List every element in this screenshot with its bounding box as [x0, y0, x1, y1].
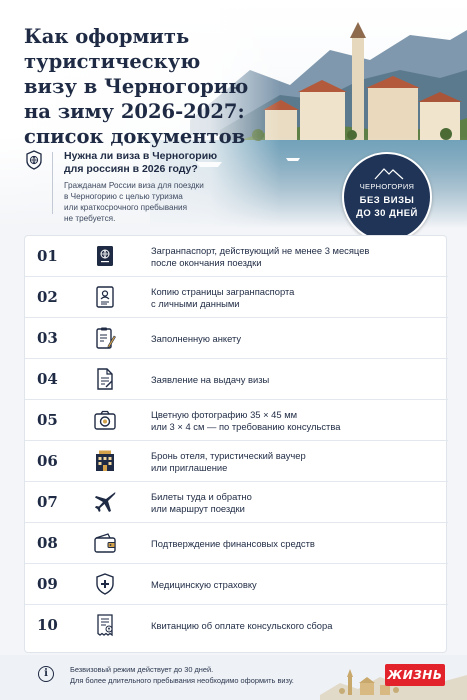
passport-globe-icon [24, 150, 44, 170]
passport-icon [93, 244, 117, 268]
receipt-icon [93, 613, 117, 637]
camera-icon [93, 408, 117, 432]
item-text: Цветную фотографию 35 × 45 мм или 3 × 4 см — по требованию консульства [151, 408, 341, 432]
item-text: Заполненную анкету [151, 332, 242, 344]
list-item [25, 277, 448, 318]
item-number: 01 [37, 247, 58, 265]
item-text: Подтверждение финансовых средств [151, 537, 315, 549]
list-item [25, 605, 448, 646]
visa-free-badge [342, 152, 432, 242]
item-text: Медицинскую страховку [151, 578, 257, 590]
item-number: 04 [37, 370, 58, 388]
badge-line-1: БЕЗ ВИЗЫ [359, 195, 415, 206]
id-card-icon [93, 285, 117, 309]
item-number: 05 [37, 411, 58, 429]
application-document-icon [93, 367, 117, 391]
airplane-icon [93, 490, 117, 514]
question-title: Нужна ли виза в Черногорию для россиян в 2026 году? [64, 150, 218, 175]
question-answer: Гражданам России виза для поездки в Черногорию с целью туризма или краткосрочного пребывания не требуется. [64, 181, 204, 223]
mountain-icon [374, 166, 404, 180]
zhizn-logo[interactable]: ЖИЗНЬ [385, 664, 445, 686]
list-item [25, 236, 448, 277]
list-item [25, 400, 448, 441]
item-number: 10 [37, 616, 58, 634]
form-clipboard-icon [93, 326, 117, 350]
list-item [25, 359, 448, 400]
item-text: Заявление на выдачу визы [151, 373, 270, 385]
list-item [25, 441, 448, 482]
item-text: Бронь отеля, туристический ваучер или приглашение [151, 449, 306, 473]
item-number: 09 [37, 575, 58, 593]
item-text: Билеты туда и обратно или маршрут поездки [151, 490, 252, 514]
item-number: 08 [37, 534, 58, 552]
item-number: 03 [37, 329, 58, 347]
list-item [25, 318, 448, 359]
item-text: Копию страницы загранпаспорта с личными данными [151, 285, 295, 309]
wallet-icon [93, 531, 117, 555]
hotel-icon [93, 449, 117, 473]
footer-note: Безвизовый режим действует до 30 дней. Для более длительного пребывания необходимо оформить визу. [70, 665, 294, 685]
documents-list [24, 235, 447, 653]
item-number: 02 [37, 288, 58, 306]
page-title: Как оформить туристическую визу в Черногорию на зиму 2026-2027: список документов [24, 25, 249, 148]
item-text: Квитанцию об оплате консульского сбора [151, 619, 333, 631]
medical-shield-icon [93, 572, 117, 596]
item-text: Загранпаспорт, действующий не менее 3 месяцев после окончания поездки [151, 244, 370, 268]
badge-line-2: ДО 30 ДНЕЙ [356, 208, 418, 219]
item-number: 07 [37, 493, 58, 511]
item-number: 06 [37, 452, 58, 470]
list-item [25, 482, 448, 523]
question-divider [52, 152, 53, 214]
badge-country: ЧЕРНОГОРИЯ [359, 182, 415, 191]
list-item [25, 564, 448, 605]
info-icon: i [38, 666, 54, 682]
list-item [25, 523, 448, 564]
